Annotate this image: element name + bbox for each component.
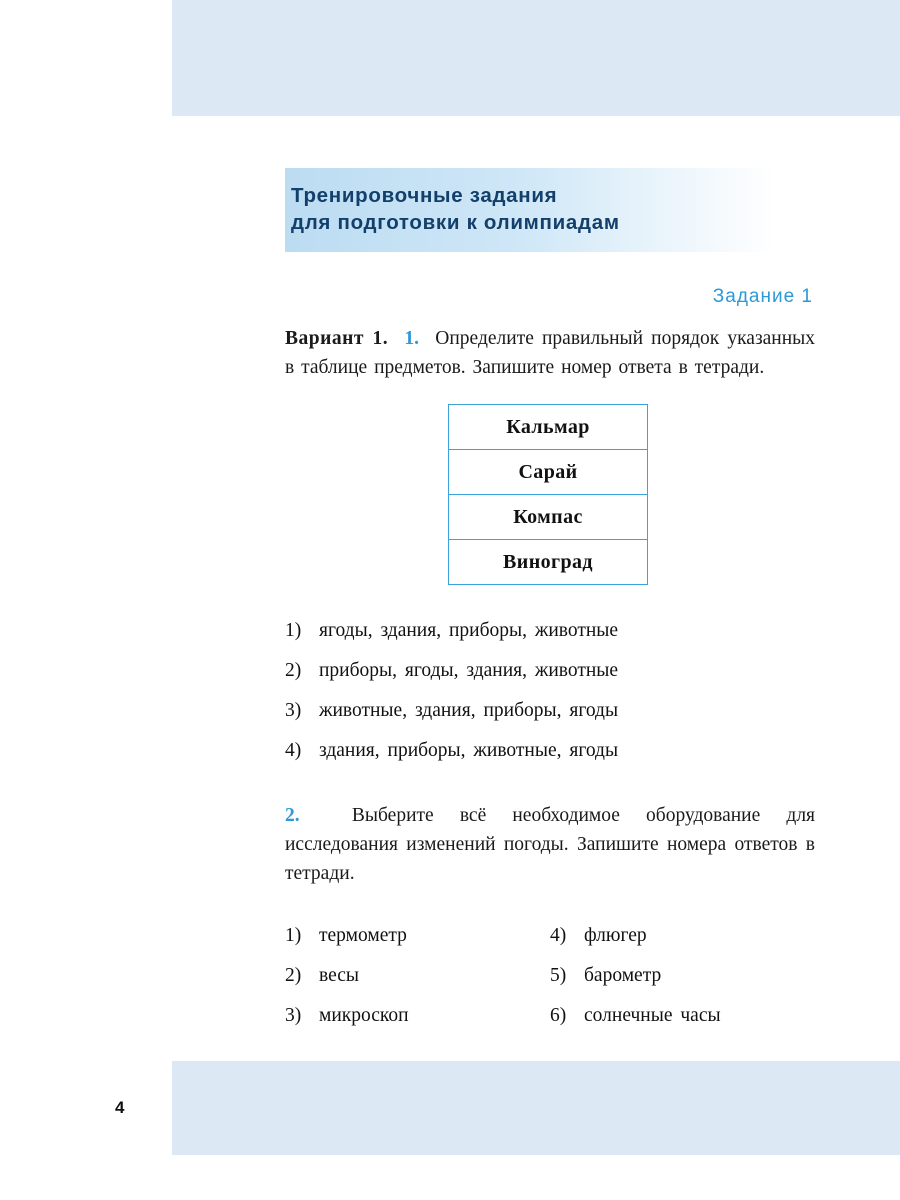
question-1-number: 1. bbox=[404, 328, 420, 349]
option-marker: 4) bbox=[550, 925, 567, 946]
question-1-paragraph bbox=[285, 324, 815, 382]
page-content bbox=[285, 168, 815, 1036]
page-bottom-margin bbox=[0, 1155, 900, 1200]
question-1-text: Определите правильный порядок указанных в таблице предметов. Запишите номер ответа в тетради. bbox=[285, 328, 816, 378]
question-2-paragraph bbox=[285, 801, 815, 888]
table-cell-word-2: Сарай bbox=[449, 450, 648, 495]
option-marker: 2) bbox=[285, 965, 302, 986]
list-item bbox=[285, 916, 550, 956]
question-2-options bbox=[285, 916, 815, 1036]
table-row bbox=[449, 495, 648, 540]
section-banner bbox=[285, 168, 775, 252]
option-text: барометр bbox=[584, 965, 662, 986]
option-marker: 3) bbox=[285, 1005, 302, 1026]
question-2-options-right bbox=[550, 916, 815, 1036]
banner-title-line-2: для подготовки к олимпиадам bbox=[291, 211, 620, 234]
list-item bbox=[285, 651, 815, 691]
question-2-options-left bbox=[285, 916, 550, 1036]
option-text: приборы, ягоды, здания, животные bbox=[319, 660, 619, 681]
option-text: здания, приборы, животные, ягоды bbox=[319, 740, 619, 761]
table-row bbox=[449, 405, 648, 450]
list-item bbox=[550, 916, 815, 956]
question-1-options bbox=[285, 611, 815, 771]
option-marker: 2) bbox=[285, 660, 302, 681]
list-item bbox=[285, 611, 815, 651]
list-item bbox=[285, 996, 550, 1036]
option-text: микроскоп bbox=[319, 1005, 409, 1026]
list-item bbox=[285, 731, 815, 771]
list-item bbox=[285, 691, 815, 731]
table-row bbox=[449, 540, 648, 585]
word-table bbox=[448, 404, 648, 585]
option-marker: 4) bbox=[285, 740, 302, 761]
table-row bbox=[449, 450, 648, 495]
option-text: термометр bbox=[319, 925, 407, 946]
task-label: Задание 1 bbox=[712, 286, 813, 307]
option-text: животные, здания, приборы, ягоды bbox=[319, 700, 619, 721]
table-cell-word-3: Компас bbox=[449, 495, 648, 540]
option-marker: 3) bbox=[285, 700, 302, 721]
question-2-number: 2. bbox=[285, 805, 300, 826]
option-text: весы bbox=[319, 965, 359, 986]
table-cell-word-1: Кальмар bbox=[449, 405, 648, 450]
table-cell-word-4: Виноград bbox=[449, 540, 648, 585]
list-item bbox=[285, 956, 550, 996]
page-number: 4 bbox=[115, 1098, 125, 1117]
option-marker: 5) bbox=[550, 965, 567, 986]
variant-label: Вариант 1. bbox=[285, 328, 389, 349]
option-text: ягоды, здания, приборы, животные bbox=[319, 620, 619, 641]
option-marker: 1) bbox=[285, 925, 302, 946]
option-marker: 1) bbox=[285, 620, 302, 641]
list-item bbox=[550, 996, 815, 1036]
banner-title-line-1: Тренировочные задания bbox=[291, 184, 558, 207]
option-text: солнечные часы bbox=[584, 1005, 721, 1026]
option-marker: 6) bbox=[550, 1005, 567, 1026]
question-2-text: Выберите всё необходимое оборудование для исследования изменений погоды. Запишите номера ответов в тетради. bbox=[285, 805, 816, 884]
list-item bbox=[550, 956, 815, 996]
option-text: флюгер bbox=[584, 925, 647, 946]
